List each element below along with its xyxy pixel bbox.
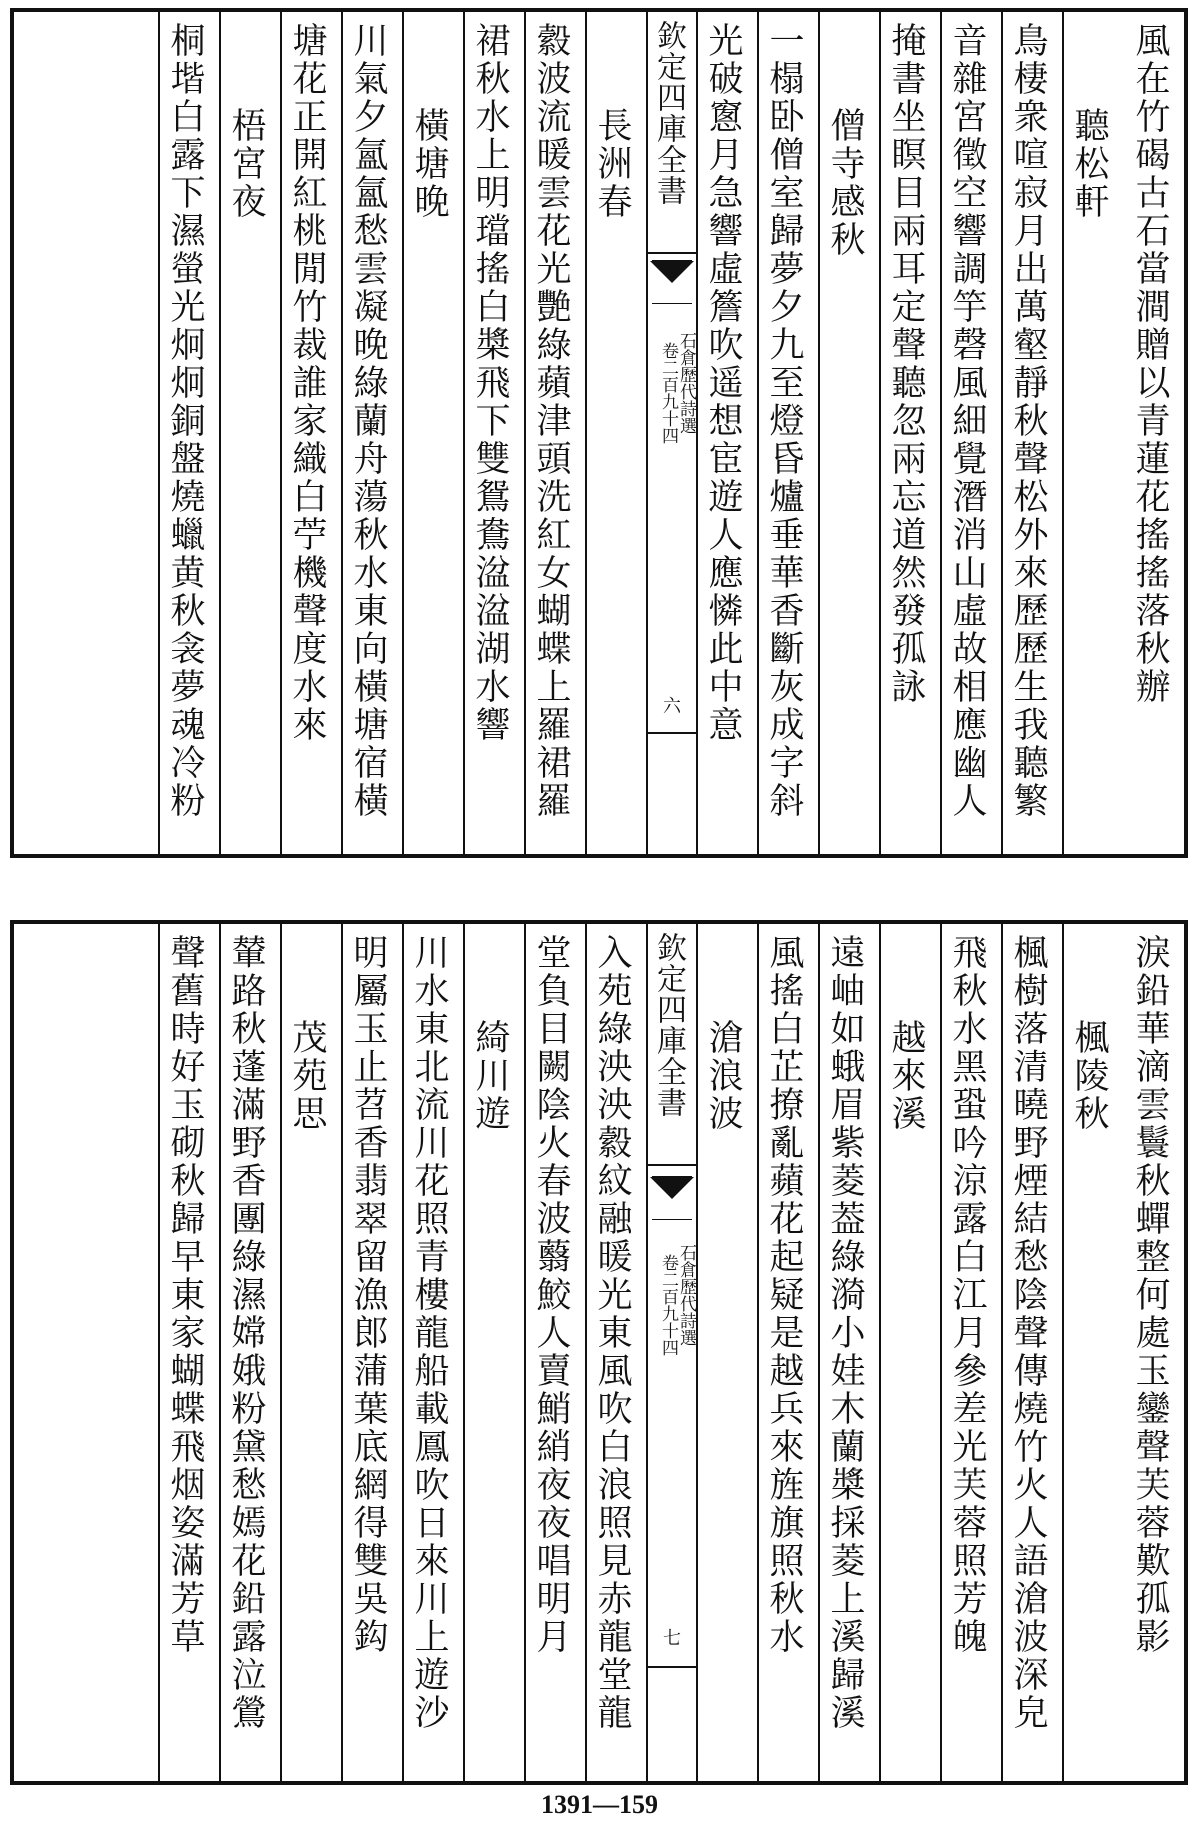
header-divider [648, 252, 696, 254]
leaf-number: 六 [663, 696, 681, 717]
poem-text-column [585, 924, 646, 1781]
header-divider [648, 1164, 696, 1166]
poem-line: 堂負目闕陰火春波蘙鮫人賣鮹綃夜夜唱明月 [531, 934, 571, 1656]
poem-title: 楓陵秋 [1069, 1019, 1109, 1133]
poem-text-column [879, 12, 940, 854]
leaf-number-divider [648, 1666, 696, 1668]
poem-line: 風在竹碣古石當澗贈以青蓮花搖搖落秋辦 [1130, 22, 1170, 706]
poem-title: 綺川遊 [470, 1019, 510, 1133]
poem-line: 川水東北流川花照青樓龍船載鳳吹日來川上遊沙 [409, 934, 449, 1732]
poem-title-column [463, 924, 524, 1781]
poem-line: 鳥棲衆喧寂月出萬壑靜秋聲松外來歷歷生我聽繁 [1008, 22, 1048, 820]
poem-text-column [1001, 924, 1062, 1781]
poem-title-column [219, 12, 280, 854]
poem-line: 楓樹落清曉野煙結愁陰聲傳燒竹火人語滄波深皃 [1008, 934, 1048, 1732]
poem-title: 聽松軒 [1069, 107, 1109, 221]
poem-title: 茂苑思 [287, 1019, 327, 1133]
poem-line: 塘花正開紅桃閒竹裁誰家織白苧機聲度水來 [287, 22, 327, 744]
poem-title-column [280, 924, 341, 1781]
poem-line: 聲舊時好玉砌秋歸早東家蝴蝶飛烟姿滿芳草 [165, 934, 205, 1656]
poem-text-column [280, 12, 341, 854]
poem-line: 掩書坐瞑目兩耳定聲聽忽兩忘道然發孤詠 [886, 22, 926, 706]
poem-text-column [1123, 12, 1184, 854]
poem-title-column [402, 12, 463, 854]
poem-title: 梧宮夜 [226, 107, 266, 221]
poem-line: 裙秋水上明璫搖白槳飛下雙鴛鴦湓湓湖水響 [470, 22, 510, 744]
poem-text-column [524, 924, 585, 1781]
poem-line: 音雜宮徵空響調竽磬風細覺潛消山虛故相應幽人 [947, 22, 987, 820]
poem-line: 一榻卧僧室歸夢夕九至燈昏爐垂華香斷灰成字斜 [764, 22, 804, 820]
poem-line: 入苑綠泱泱縠紋融暖光東風吹白浪照見赤龍堂龍 [592, 934, 632, 1732]
top-columns [14, 12, 1184, 854]
poem-text-column [402, 924, 463, 1781]
top-page [10, 8, 1188, 858]
poem-text-column [158, 924, 219, 1781]
poem-text-column [818, 924, 879, 1781]
poem-text-column [1123, 924, 1184, 1781]
poem-title: 橫塘晚 [409, 107, 449, 221]
poem-line: 飛秋水黑蛩吟涼露白江月參差光芙蓉照芳魄 [947, 934, 987, 1656]
poem-title: 僧寺感秋 [825, 107, 865, 259]
fish-tail-mark-icon [652, 260, 692, 304]
collection-header: 欽定四庫全書 [651, 20, 686, 206]
poem-title: 越來溪 [886, 1019, 926, 1133]
leaf-number-divider [648, 732, 696, 734]
collection-header: 欽定四庫全書 [651, 932, 686, 1118]
poem-text-column [524, 12, 585, 854]
poem-text-column [757, 12, 818, 854]
poem-title-column [818, 12, 879, 854]
poem-text-column [219, 924, 280, 1781]
poem-text-column [757, 924, 818, 1781]
poem-text-column [1001, 12, 1062, 854]
poem-line: 遠岫如蛾眉紫菱葢綠漪小娃木蘭槳採菱上溪歸溪 [825, 934, 865, 1732]
poem-title-column [879, 924, 940, 1781]
poem-title: 長洲春 [592, 107, 632, 221]
volume-number: 卷二百九十四 [658, 1254, 678, 1356]
poem-line: 輦路秋蓬滿野香團綠濕嫦娥粉黛愁嫣花鉛露泣鶯 [226, 934, 266, 1732]
bottom-page [10, 920, 1188, 1785]
poem-text-column [341, 924, 402, 1781]
poem-text-column [158, 12, 219, 854]
volume-number: 卷二百九十四 [658, 342, 678, 444]
poem-line: 光破窻月急響虛簷吹遥想宦遊人應憐此中意 [703, 22, 743, 744]
anthology-title: 石倉歷代詩選 [676, 1244, 696, 1346]
poem-text-column [463, 12, 524, 854]
center-margin-column [646, 924, 696, 1781]
poem-line: 淚鉛華滴雲鬟秋蟬整何處玉鑾聲芙蓉歎孤影 [1130, 934, 1170, 1656]
anthology-title: 石倉歷代詩選 [676, 332, 696, 434]
poem-line: 縠波流暖雲花光艷綠蘋津頭洗紅女蝴蝶上羅裙羅 [531, 22, 571, 820]
poem-line: 桐堦白露下濕螢光炯炯銅盤燒蠟黄秋衾夢魂冷粉 [165, 22, 205, 820]
poem-title-column [1062, 924, 1123, 1781]
poem-title: 滄浪波 [703, 1019, 743, 1133]
center-margin-column [646, 12, 696, 854]
bottom-columns [14, 924, 1184, 1781]
poem-text-column [940, 12, 1001, 854]
fish-tail-mark-icon [652, 1176, 692, 1220]
poem-text-column [940, 924, 1001, 1781]
leaf-number: 七 [663, 1628, 681, 1649]
poem-title-column [1062, 12, 1123, 854]
page-footer-number: 1391—159 [541, 1790, 658, 1819]
poem-line: 川氣夕氳氳愁雲凝晚綠蘭舟蕩秋水東向橫塘宿橫 [348, 22, 388, 820]
poem-line: 明屬玉止苕香翡翠留漁郎蒲葉底網得雙吳鈎 [348, 934, 388, 1656]
poem-text-column [341, 12, 402, 854]
poem-title-column [585, 12, 646, 854]
poem-line: 風搖白芷撩亂蘋花起疑是越兵來旌旗照秋水 [764, 934, 804, 1656]
poem-title-column [696, 924, 757, 1781]
poem-text-column [696, 12, 757, 854]
